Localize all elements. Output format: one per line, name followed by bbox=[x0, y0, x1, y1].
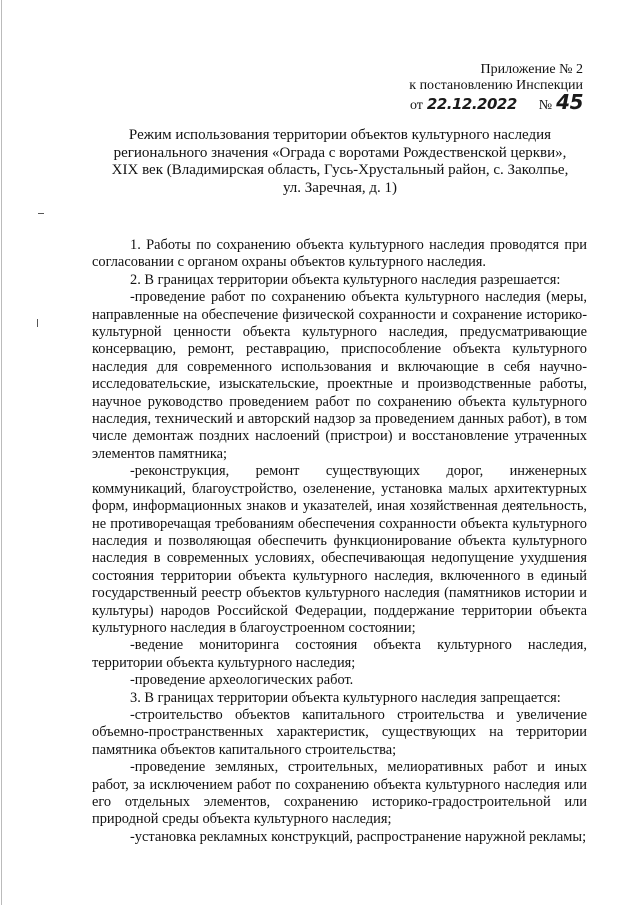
title-line: регионального значения «Ограда с воротами Рождественской церкви», bbox=[113, 144, 567, 161]
annex-header bbox=[283, 62, 583, 114]
document-title bbox=[110, 127, 570, 197]
paragraph: -проведение археологических работ. bbox=[130, 672, 354, 689]
annex-date-number-line bbox=[283, 90, 583, 114]
paragraph: -реконструкция, ремонт существующих дорог, инженерных коммуникаций, благоустройство, озеленение, установка малых архитектурных форм, информационных знаков и указателей, иная хозяйственная деятельность, не противоречащая требованиям обеспечения сохранности объекта культурного наследия и позволяющая обеспечить функционирование объекта культурного наследия в современных условиях, обеспечивающая недопущение ухудшения состояния территории объекта культурного наследия, включенного в единый государственный реестр объектов культурного наследия (памятников истории и культуры) народов Российской Федерации, поддержание территории объекта культурного наследия в благоустроенном состоянии; bbox=[92, 463, 587, 636]
paragraph: 1. Работы по сохранению объекта культурного наследия проводятся при согласовании с органом охраны объектов культурного наследия. bbox=[92, 237, 587, 271]
document-body bbox=[92, 237, 587, 846]
paragraph: -проведение земляных, строительных, мелиоративных работ и иных работ, за исключением работ по сохранению объекта культурного наследия или его отдельных элементов, сохранению историко-градостроительной или природной среды объекта культурного наследия; bbox=[92, 759, 587, 828]
paragraph: 2. В границах территории объекта культурного наследия разрешается: bbox=[130, 271, 561, 288]
paragraph: -установка рекламных конструкций, распространение наружной рекламы; bbox=[130, 828, 587, 845]
scan-mark bbox=[1, 0, 2, 905]
number-prefix: № bbox=[538, 98, 553, 113]
scan-mark bbox=[37, 319, 38, 327]
paragraph: -ведение мониторинга состояния объекта культурного наследия, территории объекта культурного наследия; bbox=[92, 637, 587, 671]
scan-mark bbox=[38, 213, 44, 214]
annex-resolution: к постановлению Инспекции bbox=[409, 78, 583, 93]
date-prefix: от bbox=[409, 98, 423, 113]
title-line: ул. Заречная, д. 1) bbox=[282, 179, 398, 196]
paragraph: -проведение работ по сохранению объекта культурного наследия (меры, направленные на обеспечение физической сохранности и сохранение историко-культурной ценности объекта культурного наследия, предусматривающие консервацию, ремонт, реставрацию, приспособление объекта культурного наследия для современного использования и включающие в себя научно-исследовательские, изыскательские, проектные и производственные работы, научное руководство проведением работ по сохранению объекта культурного наследия, технический и авторский надзор за проведением данных работ), в том числе демонтаж поздних наслоений (пристрои) и восстановление утраченных элементов памятника; bbox=[92, 289, 587, 462]
handwritten-date: 22.12.2022 bbox=[426, 95, 517, 113]
annex-number: Приложение № 2 bbox=[480, 62, 583, 77]
paragraph: -строительство объектов капитального строительства и увеличение объемно-пространственных характеристик, существующих на территории памятника объектов капитального строительства; bbox=[92, 706, 587, 758]
paragraph: 3. В границах территории объекта культурного наследия запрещается: bbox=[130, 689, 561, 706]
title-line: Режим использования территории объектов культурного наследия bbox=[128, 127, 552, 143]
handwritten-number: 45 bbox=[556, 90, 583, 114]
title-line: XIX век (Владимирская область, Гусь-Хрустальный район, с. Заколпье, bbox=[111, 162, 569, 178]
